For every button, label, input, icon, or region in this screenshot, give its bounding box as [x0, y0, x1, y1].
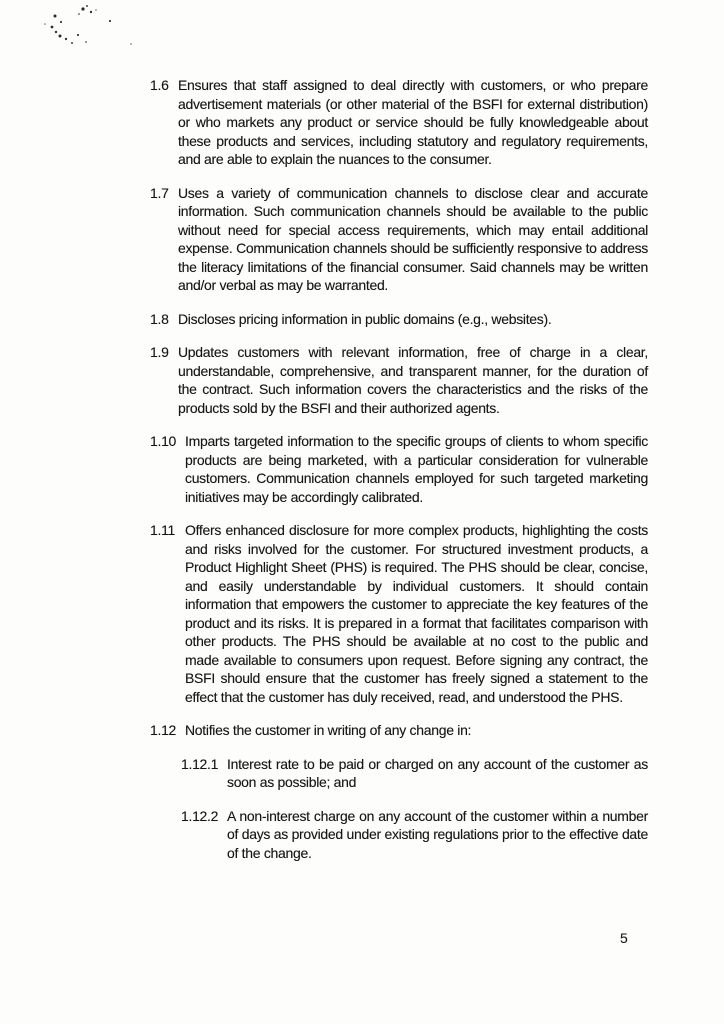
clause-number: 1.11: [150, 522, 176, 538]
clause-1-12-2: [181, 807, 648, 863]
clause-1-6: [150, 76, 648, 169]
clause-number: 1.9: [150, 344, 169, 360]
clause-number: 1.10: [150, 433, 177, 449]
clause-number: 1.6: [150, 77, 169, 93]
clause-1-12: [150, 721, 648, 740]
clause-text: Discloses pricing information in public domains (e.g., websites).: [178, 310, 552, 327]
clause-1-11: [150, 521, 648, 706]
clause-text: Uses a variety of communication channels to disclose clear and accurate information. Such communication channels should be available to the public without need for special access requirements, which may entail additional expense. Communication channels should be sufficiently responsive to address the literacy limitations of the financial consumer. Said channels may be written and/or verbal as may be warranted.: [178, 184, 648, 293]
clause-text: Imparts targeted information to the specific groups of clients to whom specific products are being marketed, with a particular consideration for vulnerable customers. Communication channels employed for such targeted marketing initiatives may be accordingly calibrated.: [185, 433, 648, 505]
clause-1-10: [150, 432, 648, 506]
clause-1-8: [150, 310, 648, 329]
clause-text: Ensures that staff assigned to deal directly with customers, or who prepare advertisement materials (or other material of the BSFI for external distribution) or who markets any product or service should be fully knowledgeable about these products and services, including statutory and regulatory requirements, and are able to explain the nuances to the consumer.: [178, 77, 648, 167]
subclause-text: Interest rate to be paid or charged on any account of the customer as soon as possible; and: [227, 755, 648, 790]
clause-number: 1.12: [150, 722, 177, 738]
clause-1-9: [150, 343, 648, 417]
clause-number: 1.7: [150, 184, 169, 201]
subclause-number: 1.12.2: [181, 807, 219, 824]
clause-number: 1.8: [150, 310, 169, 327]
clause-text: Offers enhanced disclosure for more complex products, highlighting the costs and risks involved for the customer. For structured investment products, a Product Highlight Sheet (PHS) is required. The PHS should be clear, concise, and easily understandable by individual customers. It should contain information that empowers the customer to appreciate the key features of the product and its risks. It is prepared in a format that facilitates comparison with other products. The PHS should be available at no cost to the public and made available to consumers upon request. Before signing any contract, the BSFI should ensure that the customer has freely signed a statement to the effect that the customer has duly received, read, and understood the PHS.: [185, 522, 648, 705]
clause-text: Notifies the customer in writing of any change in:: [185, 722, 472, 738]
clause-text: Updates customers with relevant information, free of charge in a clear, understandable, comprehensive, and transparent manner, for the duration of the contract. Such information covers the characteristics and the risks of the products sold by the BSFI and their authorized agents.: [178, 344, 648, 416]
clause-1-12-1: [181, 755, 648, 792]
subclause-number: 1.12.1: [181, 755, 219, 772]
subclause-text: A non-interest charge on any account of the customer within a number of days as provided under existing regulations prior to the effective date of the change.: [227, 807, 648, 861]
clause-1-7: [150, 184, 648, 295]
clause-list: [150, 76, 648, 877]
page-number: 5: [620, 930, 628, 946]
ink-specks-decoration: [0, 0, 160, 60]
